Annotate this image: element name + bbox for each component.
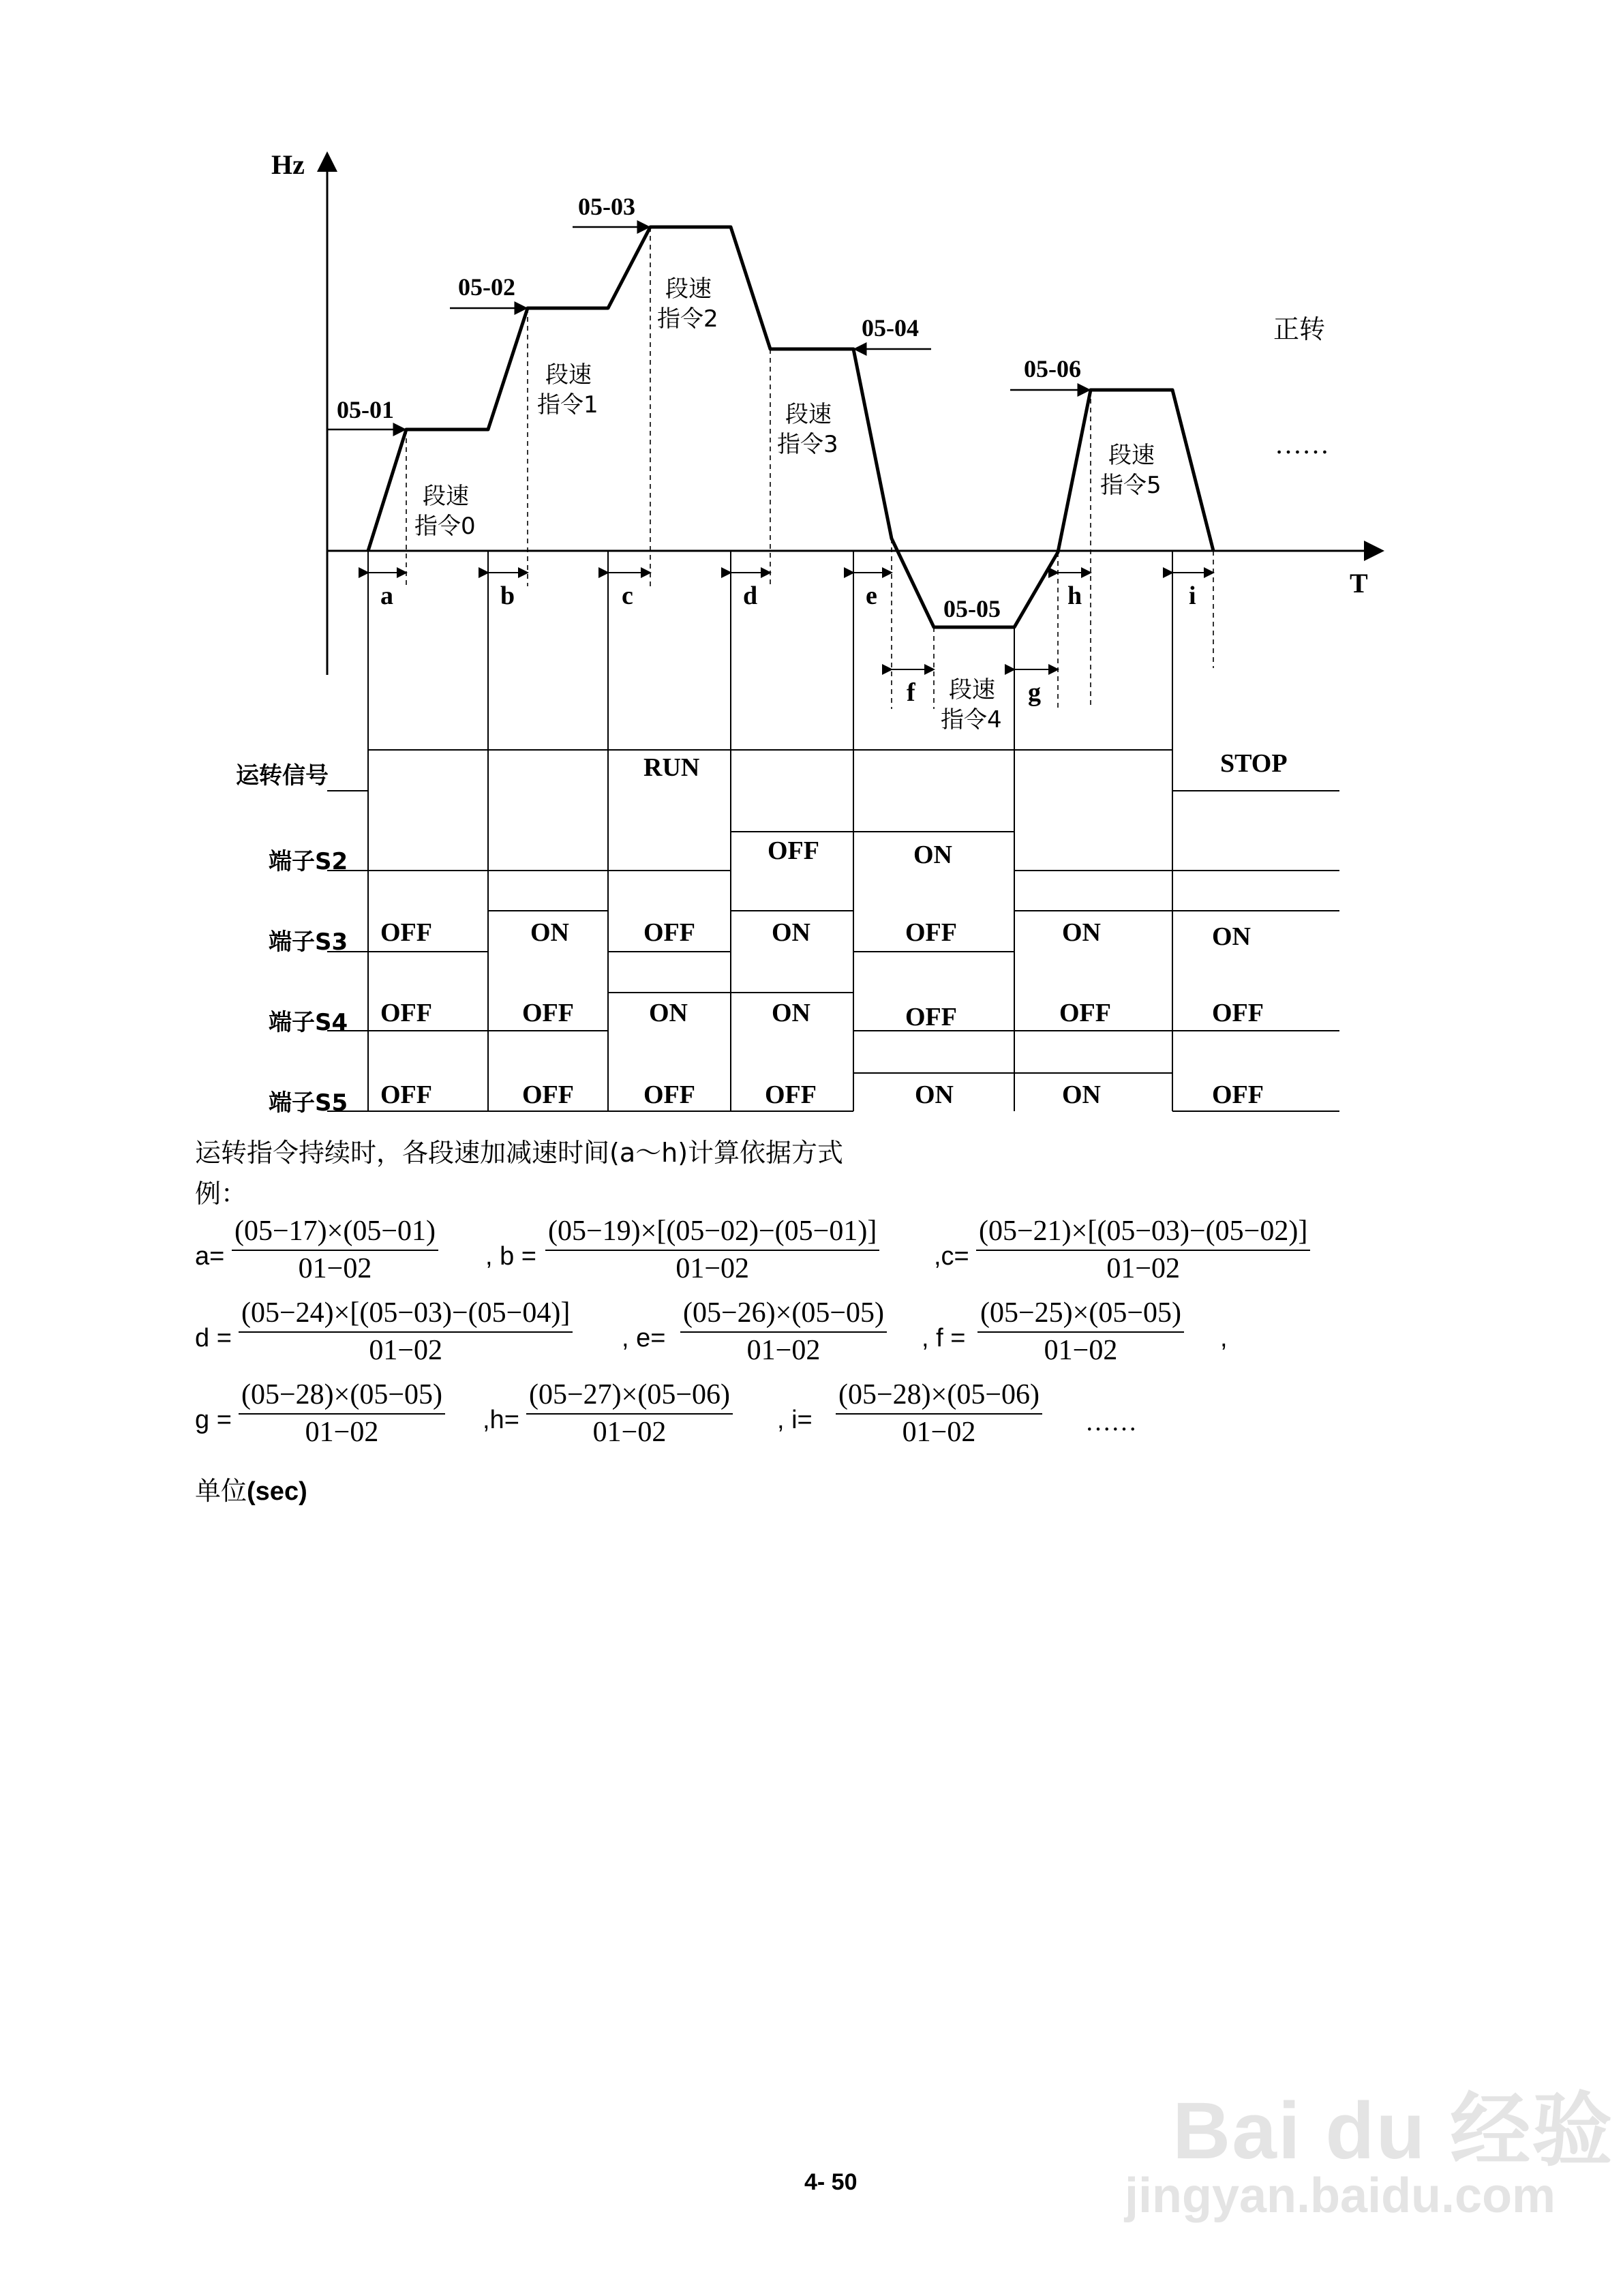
step-3-line2: 指令3 bbox=[777, 431, 838, 458]
formula-e bbox=[680, 1297, 887, 1367]
interval-h: h bbox=[1067, 581, 1082, 610]
formula-d bbox=[239, 1297, 573, 1367]
timing-grid bbox=[327, 750, 1339, 1111]
step-4-line2: 指令4 bbox=[941, 706, 1002, 734]
param-label-05-06: 05-06 bbox=[1024, 355, 1081, 382]
formula-a-label: a= bbox=[195, 1242, 225, 1271]
s2-state: ON bbox=[913, 841, 952, 869]
formula-i-numerator: (05−28)×(05−06) bbox=[836, 1378, 1042, 1415]
formula-a-denominator: 01−02 bbox=[298, 1253, 372, 1284]
formula-h bbox=[526, 1378, 733, 1449]
param-label-05-03: 05-03 bbox=[578, 193, 635, 220]
s5-label: 端子S5 bbox=[269, 1089, 348, 1117]
s4-state: ON bbox=[649, 999, 688, 1027]
direction-label: 正转 bbox=[1273, 314, 1326, 344]
formula-g bbox=[239, 1378, 445, 1449]
formula-g-denominator: 01−02 bbox=[305, 1417, 379, 1448]
interval-f: f bbox=[907, 678, 915, 707]
step-2-line2: 指令2 bbox=[657, 305, 718, 333]
formula-b-label: , b = bbox=[485, 1242, 536, 1271]
formula-b-numerator: (05−19)×[(05−02)−(05−01)] bbox=[545, 1215, 879, 1251]
formula-i bbox=[836, 1378, 1042, 1449]
step-1-line2: 指令1 bbox=[537, 391, 598, 419]
formula-continuation: …… bbox=[1085, 1408, 1137, 1436]
s5-state: OFF bbox=[765, 1081, 817, 1109]
formula-b bbox=[545, 1215, 879, 1285]
interval-arrows bbox=[368, 573, 1213, 669]
s4-state: OFF bbox=[1059, 999, 1111, 1027]
formula-a-numerator: (05−17)×(05−01) bbox=[232, 1215, 438, 1251]
s5-state: OFF bbox=[380, 1081, 432, 1109]
formula-i-label: , i= bbox=[777, 1406, 813, 1434]
interval-g: g bbox=[1028, 678, 1041, 707]
interval-d: d bbox=[743, 581, 758, 610]
s3-label: 端子S3 bbox=[269, 928, 348, 956]
explanation-line: 运转指令持续时，各段速加减速时间(a～h)计算依据方式 bbox=[195, 1138, 844, 1168]
s5-state: ON bbox=[1062, 1081, 1101, 1109]
s2-label: 端子S2 bbox=[269, 848, 348, 875]
formula-h-numerator: (05−27)×(05−06) bbox=[526, 1378, 733, 1415]
s3-state: ON bbox=[530, 918, 569, 947]
unit-label bbox=[195, 1470, 307, 1507]
formula-f bbox=[977, 1297, 1184, 1367]
formula-d-denominator: 01−02 bbox=[369, 1335, 442, 1366]
step-5-line2: 指令5 bbox=[1100, 472, 1162, 499]
formula-e-denominator: 01−02 bbox=[746, 1335, 821, 1366]
formula-d-label: d = bbox=[195, 1324, 232, 1353]
interval-i: i bbox=[1189, 581, 1196, 610]
watermark-brand: Bai du 经验 bbox=[1172, 2086, 1614, 2176]
s5-state: OFF bbox=[522, 1081, 574, 1109]
interval-b: b bbox=[500, 581, 515, 610]
continuation-dots: …… bbox=[1275, 429, 1329, 459]
formula-c-denominator: 01−02 bbox=[1106, 1253, 1180, 1284]
formula-h-label: ,h= bbox=[483, 1406, 519, 1434]
formula-f-label: , f = bbox=[922, 1324, 966, 1353]
unit-prefix: 单位 bbox=[195, 1476, 247, 1506]
watermark-url: jingyan.baidu.com bbox=[1125, 2169, 1556, 2223]
formula-c-label: ,c= bbox=[934, 1242, 969, 1271]
param-label-05-05: 05-05 bbox=[943, 595, 1001, 622]
example-label: 例： bbox=[195, 1179, 247, 1209]
s3-state: OFF bbox=[643, 918, 695, 947]
s4-label: 端子S4 bbox=[269, 1009, 348, 1036]
s4-state: ON bbox=[772, 999, 810, 1027]
formula-f-tail: , bbox=[1220, 1324, 1228, 1353]
param-label-05-01: 05-01 bbox=[337, 396, 394, 423]
param-label-05-02: 05-02 bbox=[458, 273, 515, 301]
s3-state: ON bbox=[1062, 918, 1101, 947]
step-1-line1: 段速 bbox=[545, 361, 592, 389]
s3-state: ON bbox=[772, 918, 810, 947]
formula-i-denominator: 01−02 bbox=[902, 1417, 976, 1448]
step-0-line1: 段速 bbox=[423, 483, 469, 510]
s3-state: ON bbox=[1212, 922, 1251, 951]
formula-d-numerator: (05−24)×[(05−03)−(05−04)] bbox=[239, 1297, 573, 1333]
unit-value: (sec) bbox=[247, 1477, 307, 1506]
stop-state: STOP bbox=[1220, 749, 1288, 778]
formula-e-numerator: (05−26)×(05−05) bbox=[680, 1297, 887, 1333]
formula-h-denominator: 01−02 bbox=[592, 1417, 667, 1448]
formula-a bbox=[232, 1215, 438, 1285]
s3-state: OFF bbox=[380, 918, 432, 947]
dashed-guides bbox=[406, 227, 1213, 709]
formula-g-numerator: (05−28)×(05−05) bbox=[239, 1378, 445, 1415]
page-number: 4- 50 bbox=[804, 2169, 858, 2195]
formula-f-numerator: (05−25)×(05−05) bbox=[977, 1297, 1184, 1333]
s4-state: OFF bbox=[905, 1003, 957, 1031]
s4-state: OFF bbox=[380, 999, 432, 1027]
interval-a: a bbox=[380, 581, 393, 610]
formula-f-denominator: 01−02 bbox=[1044, 1335, 1118, 1366]
y-axis-label: Hz bbox=[271, 149, 305, 180]
s5-state: OFF bbox=[643, 1081, 695, 1109]
formula-e-label: , e= bbox=[622, 1324, 666, 1353]
step-4-line1: 段速 bbox=[949, 676, 995, 704]
run-state: RUN bbox=[643, 753, 700, 782]
formula-c bbox=[976, 1215, 1310, 1285]
s2-state: OFF bbox=[768, 836, 819, 865]
interval-c: c bbox=[622, 581, 633, 610]
step-5-line1: 段速 bbox=[1108, 442, 1155, 469]
step-3-line1: 段速 bbox=[785, 401, 832, 428]
formula-g-label: g = bbox=[195, 1406, 232, 1434]
formula-c-numerator: (05−21)×[(05−03)−(05−02)] bbox=[976, 1215, 1310, 1251]
s5-state: ON bbox=[915, 1081, 954, 1109]
s5-state: OFF bbox=[1212, 1081, 1264, 1109]
s4-state: OFF bbox=[1212, 999, 1264, 1027]
s4-state: OFF bbox=[522, 999, 574, 1027]
param-label-05-04: 05-04 bbox=[862, 314, 919, 342]
run-signal-label: 运转信号 bbox=[236, 762, 329, 789]
step-2-line1: 段速 bbox=[665, 275, 712, 303]
formula-b-denominator: 01−02 bbox=[676, 1253, 749, 1284]
step-0-line2: 指令0 bbox=[414, 513, 476, 540]
s3-state: OFF bbox=[905, 918, 957, 947]
x-axis-label: T bbox=[1350, 568, 1368, 599]
axes bbox=[327, 153, 1382, 675]
interval-e: e bbox=[866, 581, 877, 610]
